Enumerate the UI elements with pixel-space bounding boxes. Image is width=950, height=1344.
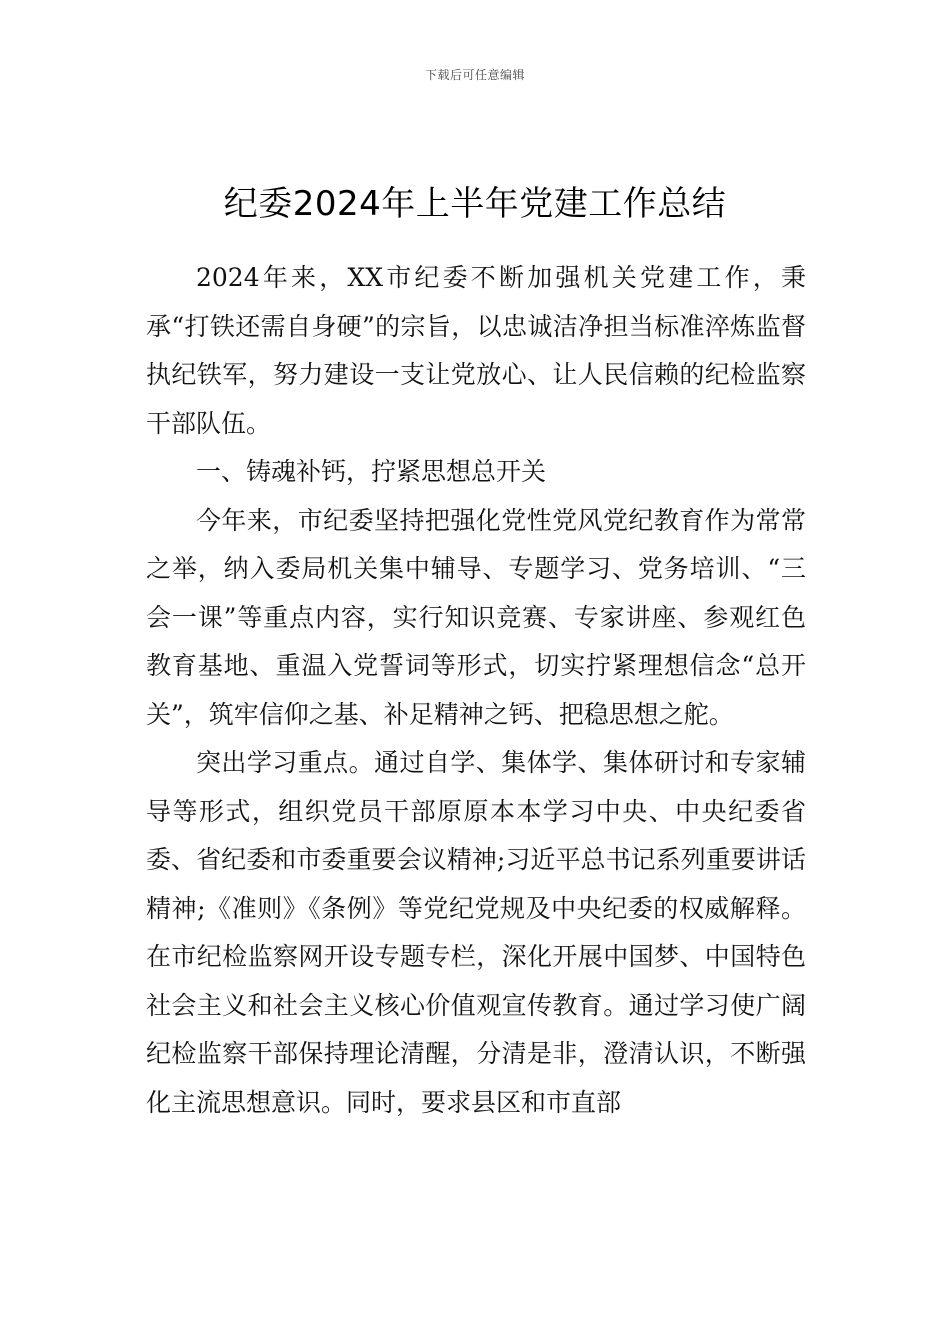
- document-body: [146, 254, 806, 1127]
- paragraph-study-focus: 突出学习重点。通过自学、集体学、集体研讨和专家辅导等形式，组织党员干部原原本本学习中央、中央纪委省委、省纪委和市委重要会议精神;习近平总书记系列重要讲话精神;《准则》《条例》等党纪党规及中央纪委的权威解释。在市纪检监察网开设专题专栏，深化开展中国梦、中国特色社会主义和社会主义核心价值观宣传教育。通过学习使广阔纪检监察干部保持理论清醒，分清是非，澄清认识，不断强化主流思想意识。同时，要求县区和市直部: [146, 748, 806, 1117]
- document-title: 纪委2024年上半年党建工作总结: [223, 184, 727, 224]
- header-note: 下载后可任意编辑: [424, 68, 525, 82]
- paragraph-intro: 2024年来，XX市纪委不断加强机关党建工作，秉承“打铁还需自身硬”的宗旨，以忠诚洁净担当标准淬炼监督执纪铁军，努力建设一支让党放心、让人民信赖的纪检监察干部队伍。: [146, 263, 806, 438]
- section-heading: 一、铸魂补钙，拧紧思想总开关: [196, 457, 547, 486]
- paragraph-education: 今年来，市纪委坚持把强化党性党风党纪教育作为常常之举，纳入委局机关集中辅导、专题学习、党务培训、“三会一课”等重点内容，实行知识竞赛、专家讲座、参观红色教育基地、重温入党誓词等形式，切实拧紧理想信念“总开关”，筑牢信仰之基、补足精神之钙、把稳思想之舵。: [146, 505, 806, 729]
